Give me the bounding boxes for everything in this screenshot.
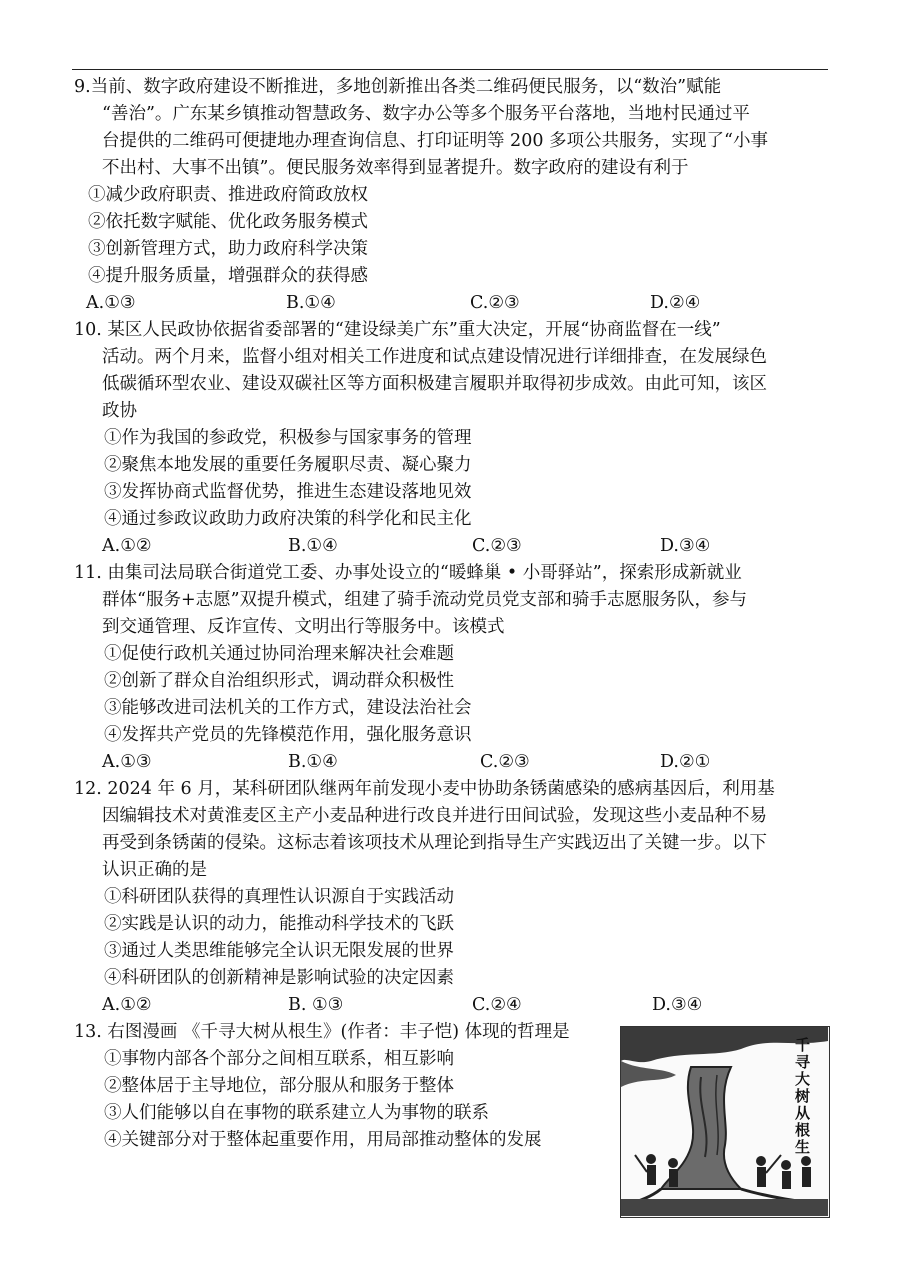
canopy-shadow: [621, 1061, 676, 1087]
question-stem-line: 群体“服务+志愿”双提升模式，组建了骑手流动党员党支部和骑手志愿服务队，参与: [102, 590, 748, 610]
question-stem-line: 因编辑技术对黄淮麦区主产小麦品种进行改良并进行田间试验，发现这些小麦品种不易: [102, 806, 767, 826]
question-stem-line: 台提供的二维码可便捷地办理查询信息、打印证明等 200 多项公共服务，实现了“小事: [102, 131, 768, 151]
answer-choices: [72, 992, 832, 1019]
cartoon-image: [620, 1026, 830, 1218]
exam-page: [72, 74, 832, 1154]
statement-option: ①作为我国的参政党，积极参与国家事务的管理: [104, 428, 472, 448]
statement-option: ②依托数字赋能、优化政务服务模式: [88, 212, 368, 232]
choice-a[interactable]: A.①②: [102, 995, 152, 1015]
statement-option: ①事物内部各个部分之间相互联系，相互影响: [104, 1049, 454, 1069]
choice-c[interactable]: C.②③: [472, 536, 522, 556]
question-stem-line: 不出村、大事不出镇”。便民服务效率得到显著提升。数字政府的建设有利于: [102, 158, 689, 178]
choice-d[interactable]: D.③④: [660, 536, 711, 556]
choice-a[interactable]: A.①②: [102, 536, 152, 556]
choice-c[interactable]: C.②③: [480, 752, 530, 772]
question-stem-line: 9.当前、数字政府建设不断推进，多地创新推出各类二维码便民服务，以“数治”赋能: [74, 77, 722, 97]
header-rule: [72, 69, 828, 70]
statement-option: ①减少政府职责、推进政府简政放权: [88, 185, 368, 205]
statement-option: ④发挥共产党员的先锋模范作用，强化服务意识: [104, 725, 472, 745]
choice-a[interactable]: A.①③: [86, 293, 136, 313]
answer-choices: [72, 533, 832, 560]
statement-option: ④通过参政议政助力政府决策的科学化和民主化: [104, 509, 472, 529]
choice-c[interactable]: C.②④: [472, 995, 522, 1015]
question-stem-line: “善治”。广东某乡镇推动智慧政务、数字办公等多个服务平台落地，当地村民通过平: [102, 104, 750, 124]
statement-option: ②整体居于主导地位，部分服从和服务于整体: [104, 1076, 454, 1096]
choice-d[interactable]: D.②①: [660, 752, 711, 772]
choice-c[interactable]: C.②③: [470, 293, 520, 313]
question-stem-line: 低碳循环型农业、建设双碳社区等方面积极建言履职并取得初步成效。由此可知，该区: [102, 374, 767, 394]
question-stem-line: 13. 右图漫画 《千寻大树从根生》(作者：丰子恺) 体现的哲理是: [74, 1022, 570, 1042]
statement-option: ②聚焦本地发展的重要任务履职尽责、凝心聚力: [104, 455, 472, 475]
statement-option: ④提升服务质量，增强群众的获得感: [88, 266, 368, 286]
question-stem-line: 到交通管理、反诈宣传、文明出行等服务中。该模式: [102, 617, 505, 637]
choice-d[interactable]: D.③④: [652, 995, 703, 1015]
statement-option: ③发挥协商式监督优势，推进生态建设落地见效: [104, 482, 472, 502]
question-11: [72, 560, 832, 776]
question-10: [72, 317, 832, 560]
choice-d[interactable]: D.②④: [650, 293, 701, 313]
statement-option: ③通过人类思维能够完全认识无限发展的世界: [104, 941, 454, 961]
question-stem-line: 11. 由集司法局联合街道党工委、办事处设立的“暖蜂巢 • 小哥驿站”，探索形成新就业: [74, 563, 742, 583]
choice-a[interactable]: A.①③: [102, 752, 152, 772]
question-stem-line: 活动。两个月来，监督小组对相关工作进度和试点建设情况进行详细排查，在发展绿色: [102, 347, 767, 367]
question-stem-line: 10. 某区人民政协依据省委部署的“建设绿美广东”重大决定，开展“协商监督在一线”: [74, 320, 721, 340]
answer-choices: [72, 749, 832, 776]
answer-choices: [72, 290, 832, 317]
ground: [621, 1199, 828, 1216]
statement-option: ④关键部分对于整体起重要作用，用局部推动整体的发展: [104, 1130, 542, 1150]
statement-option: ③人们能够以自在事物的联系建立人为事物的联系: [104, 1103, 489, 1123]
question-stem-line: 再受到条锈菌的侵染。这标志着该项技术从理论到指导生产实践迈出了关键一步。以下: [102, 833, 767, 853]
statement-option: ③创新管理方式，助力政府科学决策: [88, 239, 368, 259]
choice-b[interactable]: B.①④: [288, 752, 338, 772]
statement-option: ①促使行政机关通过协同治理来解决社会难题: [104, 644, 454, 664]
statement-option: ①科研团队获得的真理性认识源自于实践活动: [104, 887, 454, 907]
choice-b[interactable]: B. ①③: [288, 995, 344, 1015]
question-stem-line: 12. 2024 年 6 月，某科研团队继两年前发现小麦中协助条锈菌感染的感病基因后，利用基: [74, 779, 775, 799]
cartoon-caption: 千寻大树从根生: [793, 1037, 811, 1156]
statement-option: ③能够改进司法机关的工作方式，建设法治社会: [104, 698, 472, 718]
question-stem-line: 政协: [102, 401, 137, 421]
choice-b[interactable]: B.①④: [286, 293, 336, 313]
question-9: [72, 74, 832, 317]
question-12: [72, 776, 832, 1019]
statement-option: ②创新了群众自治组织形式，调动群众积极性: [104, 671, 454, 691]
choice-b[interactable]: B.①④: [288, 536, 338, 556]
statement-option: ②实践是认识的动力，能推动科学技术的飞跃: [104, 914, 454, 934]
statement-option: ④科研团队的创新精神是影响试验的决定因素: [104, 968, 454, 988]
question-stem-line: 认识正确的是: [102, 860, 207, 880]
